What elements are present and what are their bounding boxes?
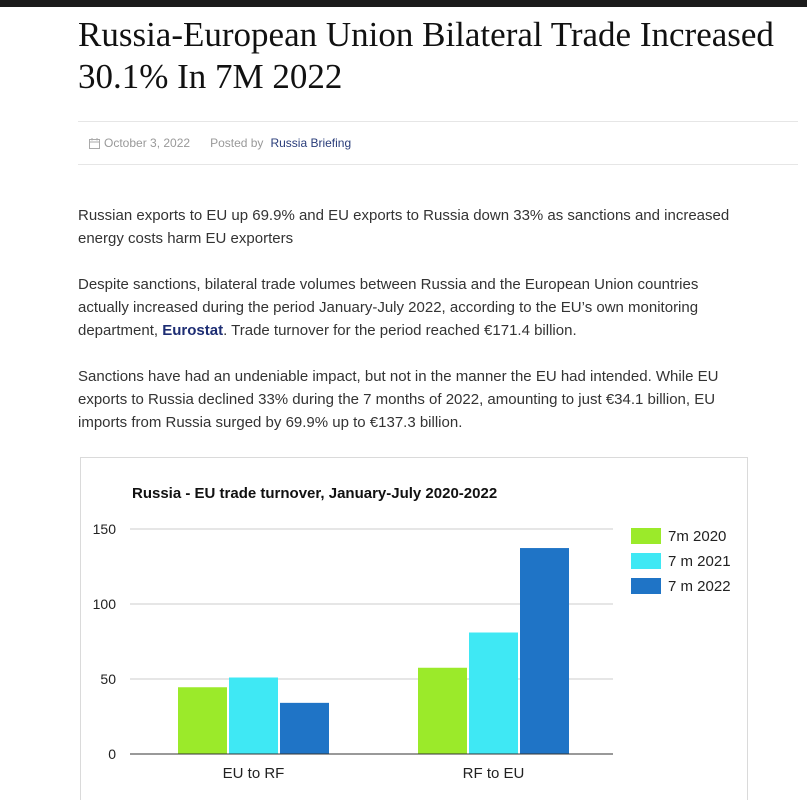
legend-label: 7 m 2022 [668,578,731,595]
bar [280,703,329,754]
para2-text-start: Despite sanctions, bilateral trade volumes between Russia and the European Union countries actually increased during the period January-July 2022, according to the EU’s own monitoring department, [78,276,699,339]
y-tick-label: 50 [100,671,116,687]
legend-swatch [631,578,661,594]
body-paragraph-2: Sanctions have had an undeniable impact, but not in the manner the EU had intended. While EU exports to Russia declined 33% during the 7 months of 2022, amounting to just €34.1 billion, EU imports from Russia surged by 69.9% up to €137.3 billion. [78,368,719,431]
bar [178,687,227,754]
x-category-label: RF to EU [462,765,525,782]
legend-swatch [631,553,661,569]
legend-label: 7 m 2021 [668,553,731,570]
posted-by-label: Posted by [210,136,264,150]
para2-text-end: . Trade turnover for the period reached €171.4 billion. [223,322,577,339]
lead-paragraph: Russian exports to EU up 69.9% and EU exports to Russia down 33% as sanctions and increased energy costs harm EU exporters [78,207,730,247]
bar [520,548,569,754]
bar [418,668,467,754]
post-date: October 3, 2022 [104,136,191,150]
chart-title: Russia - EU trade turnover, January-July 2020-2022 [132,485,498,502]
y-tick-label: 100 [92,596,116,612]
eurostat-link[interactable]: Eurostat [162,322,224,339]
legend-swatch [631,528,661,544]
legend-label: 7m 2020 [668,528,727,545]
bar [469,633,518,755]
author-link[interactable]: Russia Briefing [270,136,352,150]
bar [229,678,278,755]
y-tick-label: 150 [92,521,116,537]
x-category-label: EU to RF [222,765,285,782]
y-tick-label: 0 [108,746,116,762]
article-title: Russia-European Union Bilateral Trade Increased 30.1% In 7M 2022 [78,15,774,96]
